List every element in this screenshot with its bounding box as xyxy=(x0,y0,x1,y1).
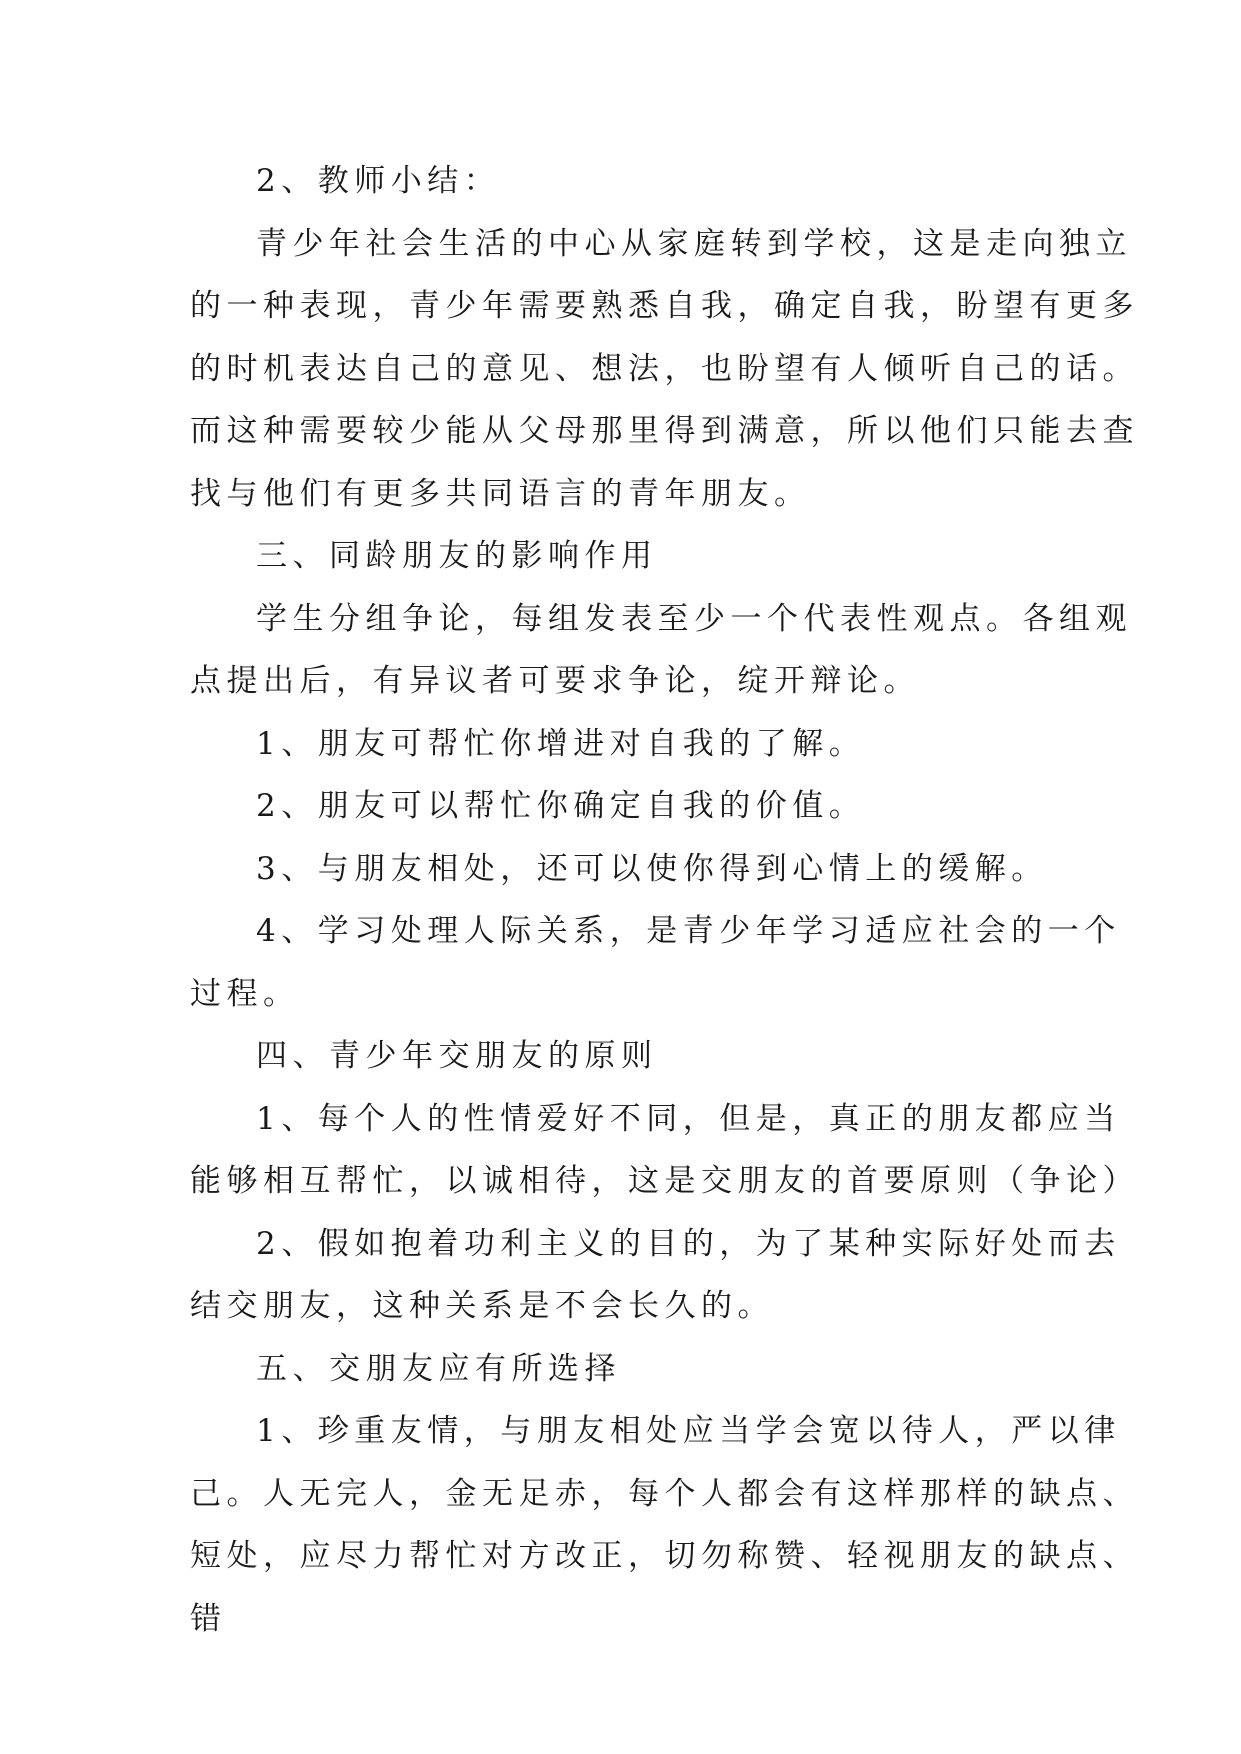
section-heading: 四、青少年交朋友的原则 xyxy=(256,1038,658,1074)
text-line: 学生分组争论，每组发表至少一个代表性观点。各组观 xyxy=(256,600,1132,637)
list-item: 4、学习处理人际关系，是青少年学习适应社会的一个 xyxy=(256,913,1121,949)
document-page xyxy=(190,150,1139,1650)
text-line: 结交朋友，这种关系是不会长久的。 xyxy=(190,1288,774,1324)
section-heading: 三、同龄朋友的影响作用 xyxy=(256,538,658,574)
text-line: 青少年社会生活的中心从家庭转到学校，这是走向独立 xyxy=(256,225,1132,262)
text-line: 点提出后，有异议者可要求争论，绽开辩论。 xyxy=(190,663,920,699)
list-item: 2、朋友可以帮忙你确定自我的价值。 xyxy=(256,788,866,824)
list-item: 1、珍重友情，与朋友相处应当学会宽以待人，严以律 xyxy=(256,1413,1121,1449)
text-line: 2、教师小结： xyxy=(256,163,501,199)
list-item: 1、每个人的性情爱好不同，但是，真正的朋友都应当 xyxy=(256,1100,1121,1137)
section-heading: 五、交朋友应有所选择 xyxy=(256,1350,621,1387)
list-item: 1、朋友可帮忙你增进对自我的了解。 xyxy=(256,725,866,762)
text-line: 短处，应尽力帮忙对方改正，切勿称赞、轻视朋友的缺点、 xyxy=(190,1538,1139,1574)
text-line: 找与他们有更多共同语言的青年朋友。 xyxy=(190,475,811,512)
text-line: 的时机表达自己的意见、想法，也盼望有人倾听自己的话。 xyxy=(190,350,1139,387)
list-item: 2、假如抱着功利主义的目的，为了某种实际好处而去 xyxy=(256,1225,1121,1262)
text-line: 己。人无完人，金无足赤，每个人都会有这样那样的缺点、 xyxy=(190,1475,1139,1512)
text-line: 的一种表现，青少年需要熟悉自我，确定自我，盼望有更多 xyxy=(190,288,1139,324)
text-line: 过程。 xyxy=(190,975,300,1012)
text-line: 能够相互帮忙，以诚相待，这是交朋友的首要原则（争论） xyxy=(190,1163,1139,1199)
text-line: 而这种需要较少能从父母那里得到满意，所以他们只能去查 xyxy=(190,413,1139,449)
text-line: 错 xyxy=(190,1600,227,1637)
list-item: 3、与朋友相处，还可以使你得到心情上的缓解。 xyxy=(256,850,1048,887)
